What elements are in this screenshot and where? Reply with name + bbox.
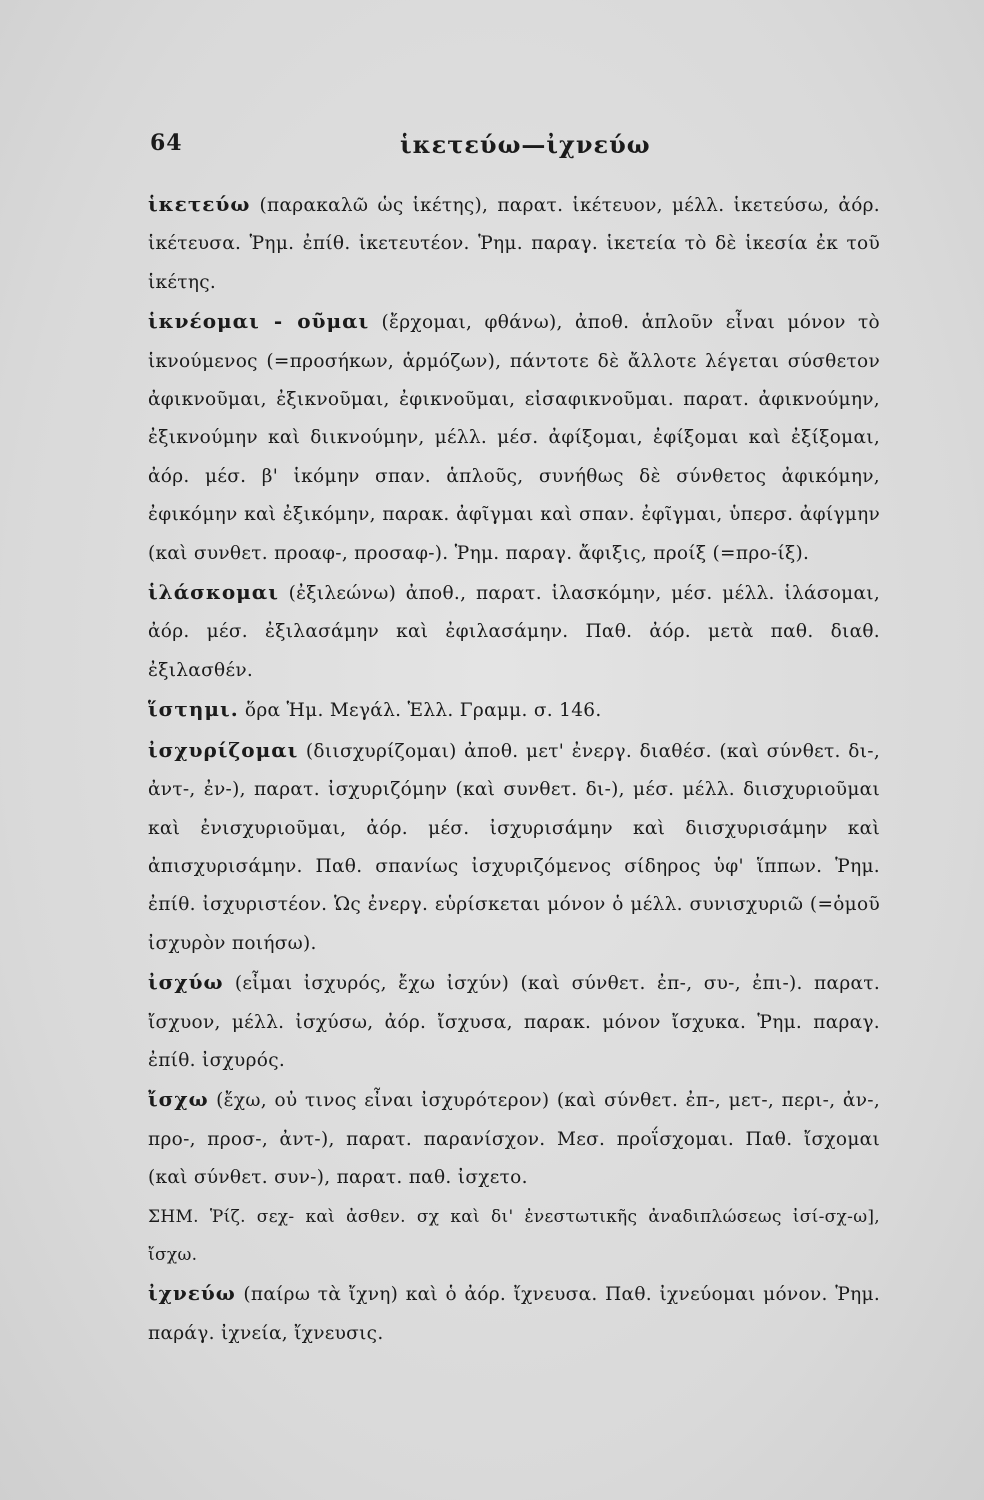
entry-ischyo [148,963,880,1080]
entry-hikneomai [148,302,880,573]
lemma: ἱκνέομαι - οῦμαι [148,309,370,334]
entry-text: (διισχυρίζομαι) ἀποθ. μετ' ἐνεργ. διαθέσ. (καὶ σύνθετ. δι-, ἀντ-, ἐν-), παρατ. ἰσχυριζόμην (καὶ συνθετ. δι-), μέσ. μέλλ. διισχυριοῦμαι καὶ ἐνισχυριοῦμαι, ἀόρ. μέσ. ἰσχυρισάμην καὶ διισχυρισάμην καὶ ἀπισχυρισάμην. Παθ. σπανίως ἰσχυριζόμενος σίδηρος ὑφ' ἵππων. Ῥημ. ἐπίθ. ἰσχυριστέον. Ὡς ἐνεργ. εὑρίσκεται μόνον ὁ μέλλ. συνισχυριῶ (=ὁμοῦ ἰσχυρὸν ποιήσω). [148,740,880,954]
entry-ischyrizomai [148,731,880,963]
entry-text: (ἔρχομαι, φθάνω), ἀποθ. ἁπλοῦν εἶναι μόνον τὸ ἱκνούμενος (=προσήκων, ἁρμόζων), πάντοτε δὲ ἄλλοτε λέγεται σύσθετον ἀφικνοῦμαι, ἐξικνοῦμαι, ἐφικνοῦμαι, εἰσαφικνοῦμαι. παρατ. ἀφικνούμην, ἐξικνούμην καὶ διικνούμην, μέλλ. μέσ. ἀφίξομαι, ἐφίξομαι καὶ ἐξίξομαι, ἀόρ. μέσ. β' ἱκόμην σπαν. ἁπλοῦς, συνήθως δὲ σύνθετος ἀφικόμην, ἐφικόμην καὶ ἐξικόμην, παρακ. ἀφῖγμαι καὶ σπαν. ἐφῖγμαι, ὑπερσ. ἀφίγμην (καὶ συνθετ. προαφ-, προσαφ-). Ῥημ. παραγ. ἄφιξις, προίξ (=προ-ίξ). [148,312,880,564]
entry-text: ὅρα Ἡμ. Μεγάλ. Ἑλλ. Γραμμ. σ. 146. [244,700,602,722]
entry-hilaskomai [148,573,880,690]
lemma: ἰσχύω [148,970,224,995]
page-header [150,130,870,170]
entry-text: (παρακαλῶ ὡς ἱκέτης), παρατ. ἱκέτευον, μέλλ. ἱκετεύσω, ἀόρ. ἱκέτευσα. Ῥημ. ἐπίθ. ἱκετευτέον. Ῥημ. παραγ. ἱκετεία τὸ δὲ ἱκεσία ἐκ τοῦ ἱκέτης. [148,195,880,293]
entry-text: (εἶμαι ἰσχυρός, ἔχω ἰσχύν) (καὶ σύνθετ. ἐπ-, συ-, ἐπι-). παρατ. ἴσχυον, μέλλ. ἰσχύσω, ἀόρ. ἴσχυσα, παρακ. μόνον ἴσχυκα. Ῥημ. παραγ. ἐπίθ. ἰσχυρός. [148,973,880,1071]
lemma: ἵστημι. [148,697,239,722]
entry-ischo [148,1080,880,1197]
entry-histemi [148,690,880,730]
entry-text: (ἐξιλεώνω) ἀποθ., παρατ. ἱλασκόμην, μέσ. μέλλ. ἱλάσομαι, ἀόρ. μέσ. ἐξιλασάμην καὶ ἐφιλασάμην. Παθ. ἀόρ. μετὰ παθ. διαθ. ἐξιλασθέν. [148,583,880,681]
entry-text: (παίρω τὰ ἴχνη) καὶ ὁ ἀόρ. ἴχνευσα. Παθ. ἰχνεύομαι μόνον. Ῥημ. παράγ. ἰχνεία, ἴχνευσις. [148,1284,880,1344]
page-number: 64 [150,130,183,156]
lemma: ἱλάσκομαι [148,580,279,605]
entry-iketeuo [148,185,880,302]
lemma: ἴσχω [148,1087,209,1112]
lemma: ἰσχυρίζομαι [148,737,299,762]
dictionary-entries [148,185,880,1353]
entry-ichneuo [148,1274,880,1353]
note-text: ΣΗΜ. Ῥίζ. σεχ- καὶ ἀσθεν. σχ καὶ δι' ἐνεστωτικῆς ἀναδιπλώσεως ἰσί-σχ-ω], ἴσχω. [148,1206,880,1265]
entry-note [148,1198,880,1275]
lemma: ἰχνεύω [148,1281,236,1306]
lemma: ἱκετεύω [148,192,251,216]
entry-text: (ἔχω, οὐ τινος εἶναι ἰσχυρότερον) (καὶ σύνθετ. ἐπ-, μετ-, περι-, ἀν-, προ-, προσ-, ἀντ-), παρατ. παρανίσχον. Μεσ. προΐσχομαι. Παθ. ἴσχομαι (καὶ σύνθετ. συν-), παρατ. παθ. ἰσχετο. [148,1090,880,1189]
running-head: ἱκετεύω—ἰχνεύω [400,130,651,159]
